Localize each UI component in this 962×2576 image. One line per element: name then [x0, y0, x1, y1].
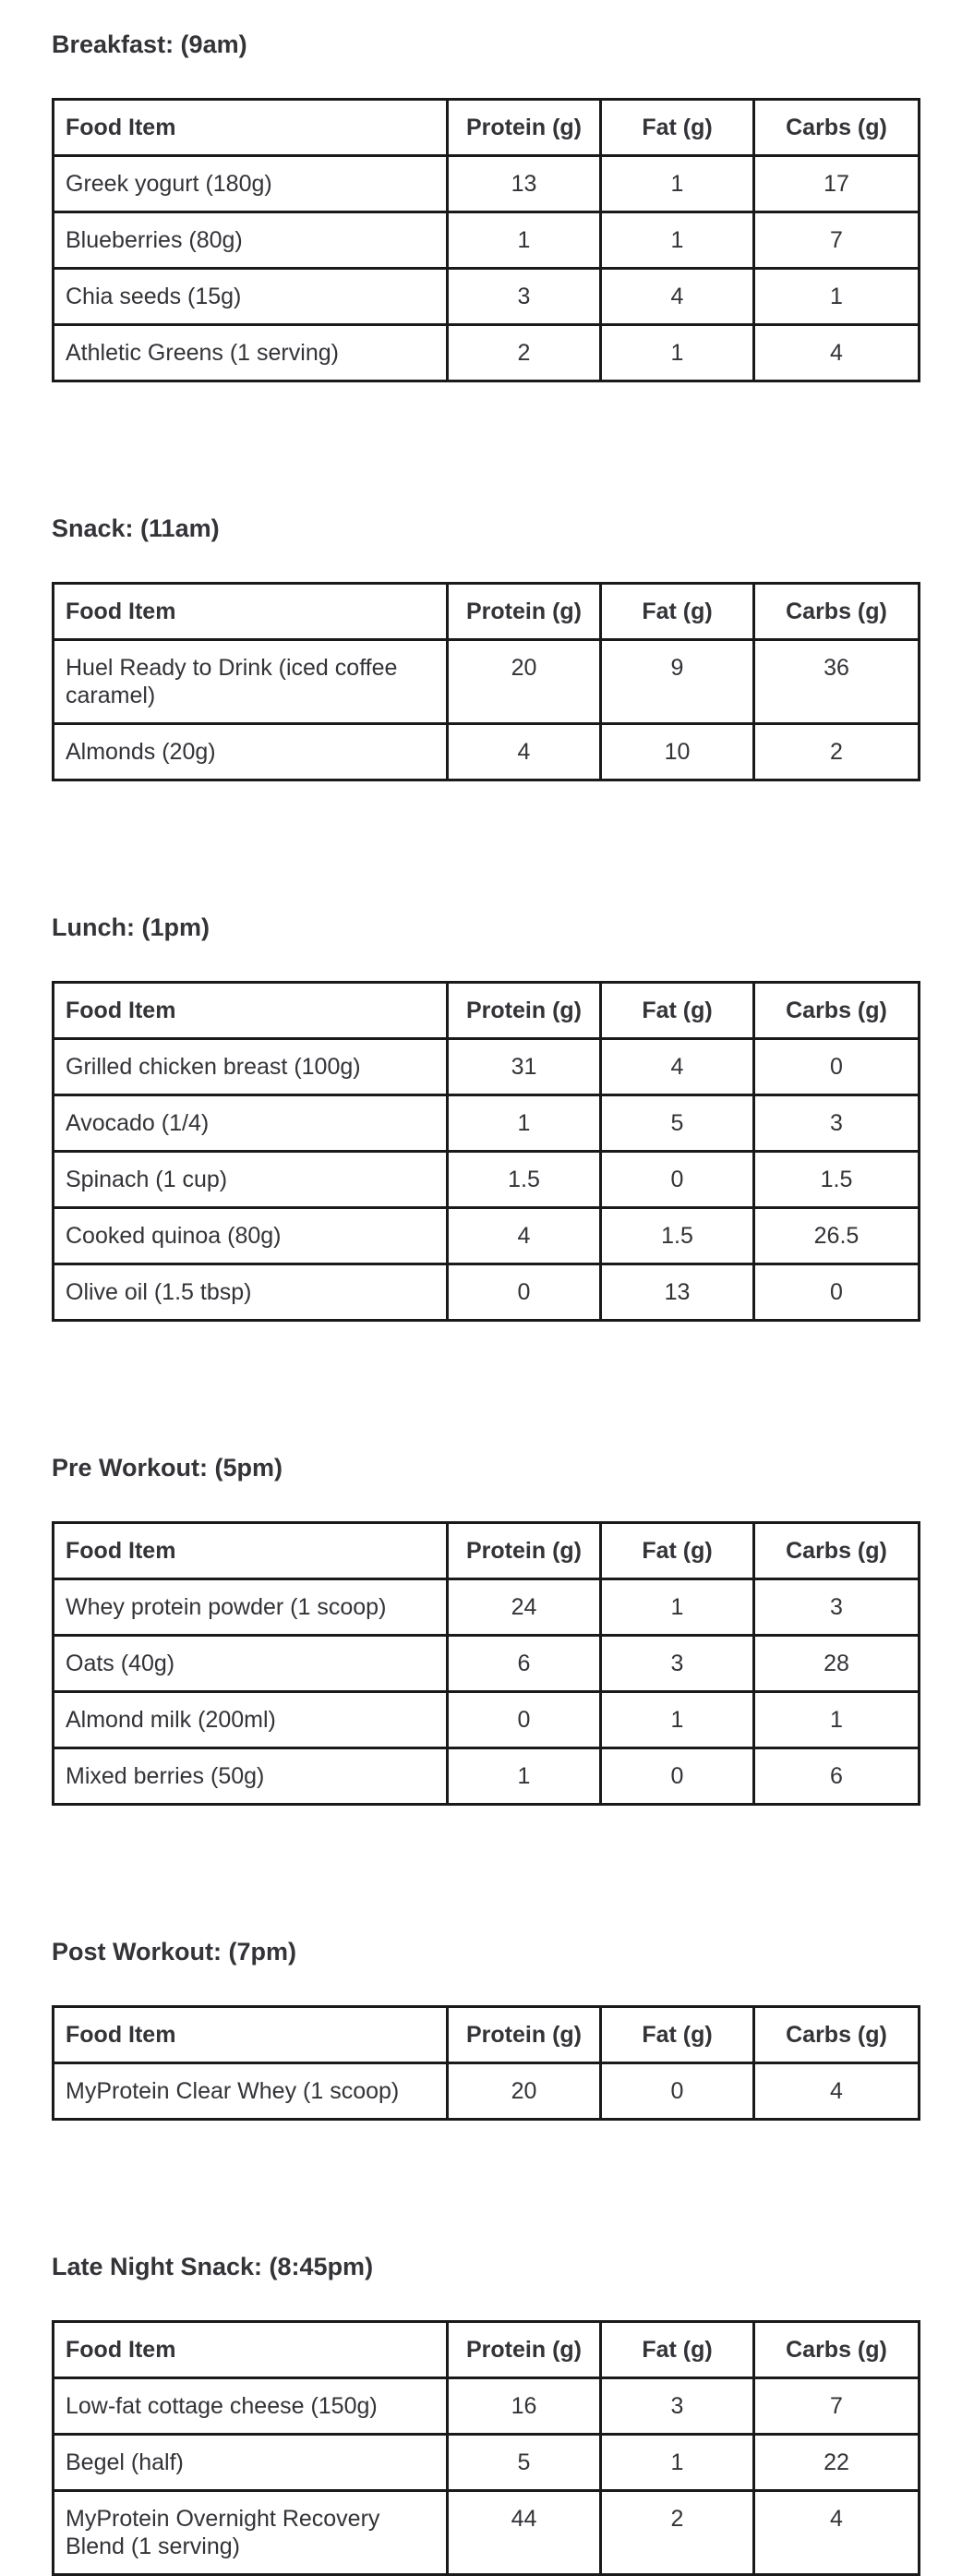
table-row	[54, 269, 920, 325]
fat-header: Fat (g)	[601, 983, 754, 1039]
protein-cell: 31	[448, 1039, 601, 1095]
meal-heading: Post Workout: (7pm)	[52, 1938, 296, 1965]
protein-cell: 16	[448, 2378, 601, 2435]
protein-cell: 0	[448, 1264, 601, 1321]
fat-cell: 0	[601, 2063, 754, 2120]
food-item-header: Food Item	[54, 2322, 448, 2378]
carbs-header: Carbs (g)	[754, 2007, 920, 2063]
protein-header: Protein (g)	[448, 983, 601, 1039]
protein-header: Protein (g)	[448, 1523, 601, 1579]
protein-cell: 44	[448, 2491, 601, 2575]
fat-cell: 9	[601, 640, 754, 724]
carbs-header: Carbs (g)	[754, 584, 920, 640]
fat-cell: 1	[601, 1692, 754, 1748]
fat-cell: 3	[601, 1636, 754, 1692]
meal-heading: Lunch: (1pm)	[52, 913, 210, 941]
food-item-header: Food Item	[54, 2007, 448, 2063]
fat-cell: 0	[601, 1748, 754, 1805]
fat-cell: 1	[601, 325, 754, 381]
table-row	[54, 1208, 920, 1264]
food-item-header: Food Item	[54, 983, 448, 1039]
table-row	[54, 2063, 920, 2120]
table-row	[54, 1152, 920, 1208]
protein-cell: 13	[448, 156, 601, 212]
meal-section	[52, 911, 918, 1322]
carbs-header: Carbs (g)	[754, 100, 920, 156]
carbs-cell: 4	[754, 2063, 920, 2120]
carbs-cell: 4	[754, 325, 920, 381]
table-header-row	[54, 1523, 920, 1579]
food-item-cell: Chia seeds (15g)	[54, 269, 448, 325]
table-row	[54, 325, 920, 381]
table-header-row	[54, 584, 920, 640]
carbs-header: Carbs (g)	[754, 1523, 920, 1579]
table-row	[54, 2435, 920, 2491]
carbs-cell: 7	[754, 212, 920, 269]
carbs-cell: 3	[754, 1579, 920, 1636]
food-item-cell: Almonds (20g)	[54, 724, 448, 780]
table-header-row	[54, 2007, 920, 2063]
carbs-cell: 28	[754, 1636, 920, 1692]
carbs-cell: 4	[754, 2491, 920, 2575]
carbs-cell: 1.5	[754, 1152, 920, 1208]
food-table	[52, 98, 920, 382]
protein-header: Protein (g)	[448, 2007, 601, 2063]
food-item-cell: Avocado (1/4)	[54, 1095, 448, 1152]
table-header-row	[54, 2322, 920, 2378]
carbs-cell: 17	[754, 156, 920, 212]
carbs-cell: 1	[754, 1692, 920, 1748]
meal-section	[52, 512, 918, 781]
protein-cell: 24	[448, 1579, 601, 1636]
carbs-cell: 22	[754, 2435, 920, 2491]
food-item-cell: Blueberries (80g)	[54, 212, 448, 269]
table-row	[54, 212, 920, 269]
food-table	[52, 2320, 920, 2576]
protein-cell: 4	[448, 724, 601, 780]
protein-cell: 0	[448, 1692, 601, 1748]
table-row	[54, 724, 920, 780]
food-item-cell: Low-fat cottage cheese (150g)	[54, 2378, 448, 2435]
protein-header: Protein (g)	[448, 100, 601, 156]
protein-cell: 20	[448, 2063, 601, 2120]
carbs-cell: 1	[754, 269, 920, 325]
food-item-cell: Olive oil (1.5 tbsp)	[54, 1264, 448, 1321]
food-table	[52, 582, 920, 781]
food-table	[52, 1521, 920, 1806]
carbs-cell: 0	[754, 1039, 920, 1095]
food-item-header: Food Item	[54, 584, 448, 640]
table-row	[54, 1579, 920, 1636]
carbs-cell: 3	[754, 1095, 920, 1152]
food-item-cell: Spinach (1 cup)	[54, 1152, 448, 1208]
protein-cell: 1	[448, 212, 601, 269]
protein-cell: 5	[448, 2435, 601, 2491]
fat-cell: 2	[601, 2491, 754, 2575]
fat-header: Fat (g)	[601, 100, 754, 156]
food-item-cell: MyProtein Clear Whey (1 scoop)	[54, 2063, 448, 2120]
protein-cell: 20	[448, 640, 601, 724]
fat-cell: 4	[601, 269, 754, 325]
fat-cell: 10	[601, 724, 754, 780]
table-row	[54, 1692, 920, 1748]
food-item-cell: Athletic Greens (1 serving)	[54, 325, 448, 381]
carbs-cell: 0	[754, 1264, 920, 1321]
protein-header: Protein (g)	[448, 584, 601, 640]
carbs-header: Carbs (g)	[754, 2322, 920, 2378]
fat-header: Fat (g)	[601, 1523, 754, 1579]
fat-header: Fat (g)	[601, 2007, 754, 2063]
fat-cell: 3	[601, 2378, 754, 2435]
carbs-cell: 6	[754, 1748, 920, 1805]
fat-cell: 5	[601, 1095, 754, 1152]
food-item-cell: Huel Ready to Drink (iced coffee caramel)	[54, 640, 448, 724]
fat-cell: 1	[601, 1579, 754, 1636]
meal-heading: Breakfast: (9am)	[52, 30, 247, 58]
table-row	[54, 2491, 920, 2575]
food-item-header: Food Item	[54, 100, 448, 156]
meal-heading: Late Night Snack: (8:45pm)	[52, 2253, 374, 2280]
table-row	[54, 1636, 920, 1692]
protein-cell: 6	[448, 1636, 601, 1692]
table-row	[54, 156, 920, 212]
food-item-cell: Grilled chicken breast (100g)	[54, 1039, 448, 1095]
carbs-header: Carbs (g)	[754, 983, 920, 1039]
fat-cell: 1	[601, 156, 754, 212]
table-header-row	[54, 983, 920, 1039]
protein-header: Protein (g)	[448, 2322, 601, 2378]
meal-section	[52, 1935, 918, 2121]
table-row	[54, 1264, 920, 1321]
meal-plan-document	[52, 28, 918, 2576]
fat-header: Fat (g)	[601, 2322, 754, 2378]
meal-section	[52, 1451, 918, 1806]
table-row	[54, 1095, 920, 1152]
food-item-cell: Cooked quinoa (80g)	[54, 1208, 448, 1264]
meal-heading: Snack: (11am)	[52, 514, 220, 542]
food-item-cell: MyProtein Overnight Recovery Blend (1 serving)	[54, 2491, 448, 2575]
fat-cell: 1	[601, 2435, 754, 2491]
food-item-cell: Begel (half)	[54, 2435, 448, 2491]
food-table	[52, 2005, 920, 2121]
fat-header: Fat (g)	[601, 584, 754, 640]
fat-cell: 0	[601, 1152, 754, 1208]
carbs-cell: 26.5	[754, 1208, 920, 1264]
fat-cell: 1.5	[601, 1208, 754, 1264]
carbs-cell: 7	[754, 2378, 920, 2435]
table-row	[54, 1039, 920, 1095]
meal-heading: Pre Workout: (5pm)	[52, 1454, 283, 1482]
fat-cell: 1	[601, 212, 754, 269]
fat-cell: 13	[601, 1264, 754, 1321]
food-item-header: Food Item	[54, 1523, 448, 1579]
food-table	[52, 981, 920, 1322]
food-item-cell: Almond milk (200ml)	[54, 1692, 448, 1748]
carbs-cell: 2	[754, 724, 920, 780]
fat-cell: 4	[601, 1039, 754, 1095]
protein-cell: 4	[448, 1208, 601, 1264]
food-item-cell: Whey protein powder (1 scoop)	[54, 1579, 448, 1636]
meal-section	[52, 2250, 918, 2576]
table-header-row	[54, 100, 920, 156]
protein-cell: 1	[448, 1748, 601, 1805]
carbs-cell: 36	[754, 640, 920, 724]
protein-cell: 1.5	[448, 1152, 601, 1208]
table-row	[54, 640, 920, 724]
food-item-cell: Greek yogurt (180g)	[54, 156, 448, 212]
protein-cell: 3	[448, 269, 601, 325]
food-item-cell: Mixed berries (50g)	[54, 1748, 448, 1805]
protein-cell: 2	[448, 325, 601, 381]
protein-cell: 1	[448, 1095, 601, 1152]
table-row	[54, 1748, 920, 1805]
meal-section	[52, 28, 918, 382]
food-item-cell: Oats (40g)	[54, 1636, 448, 1692]
